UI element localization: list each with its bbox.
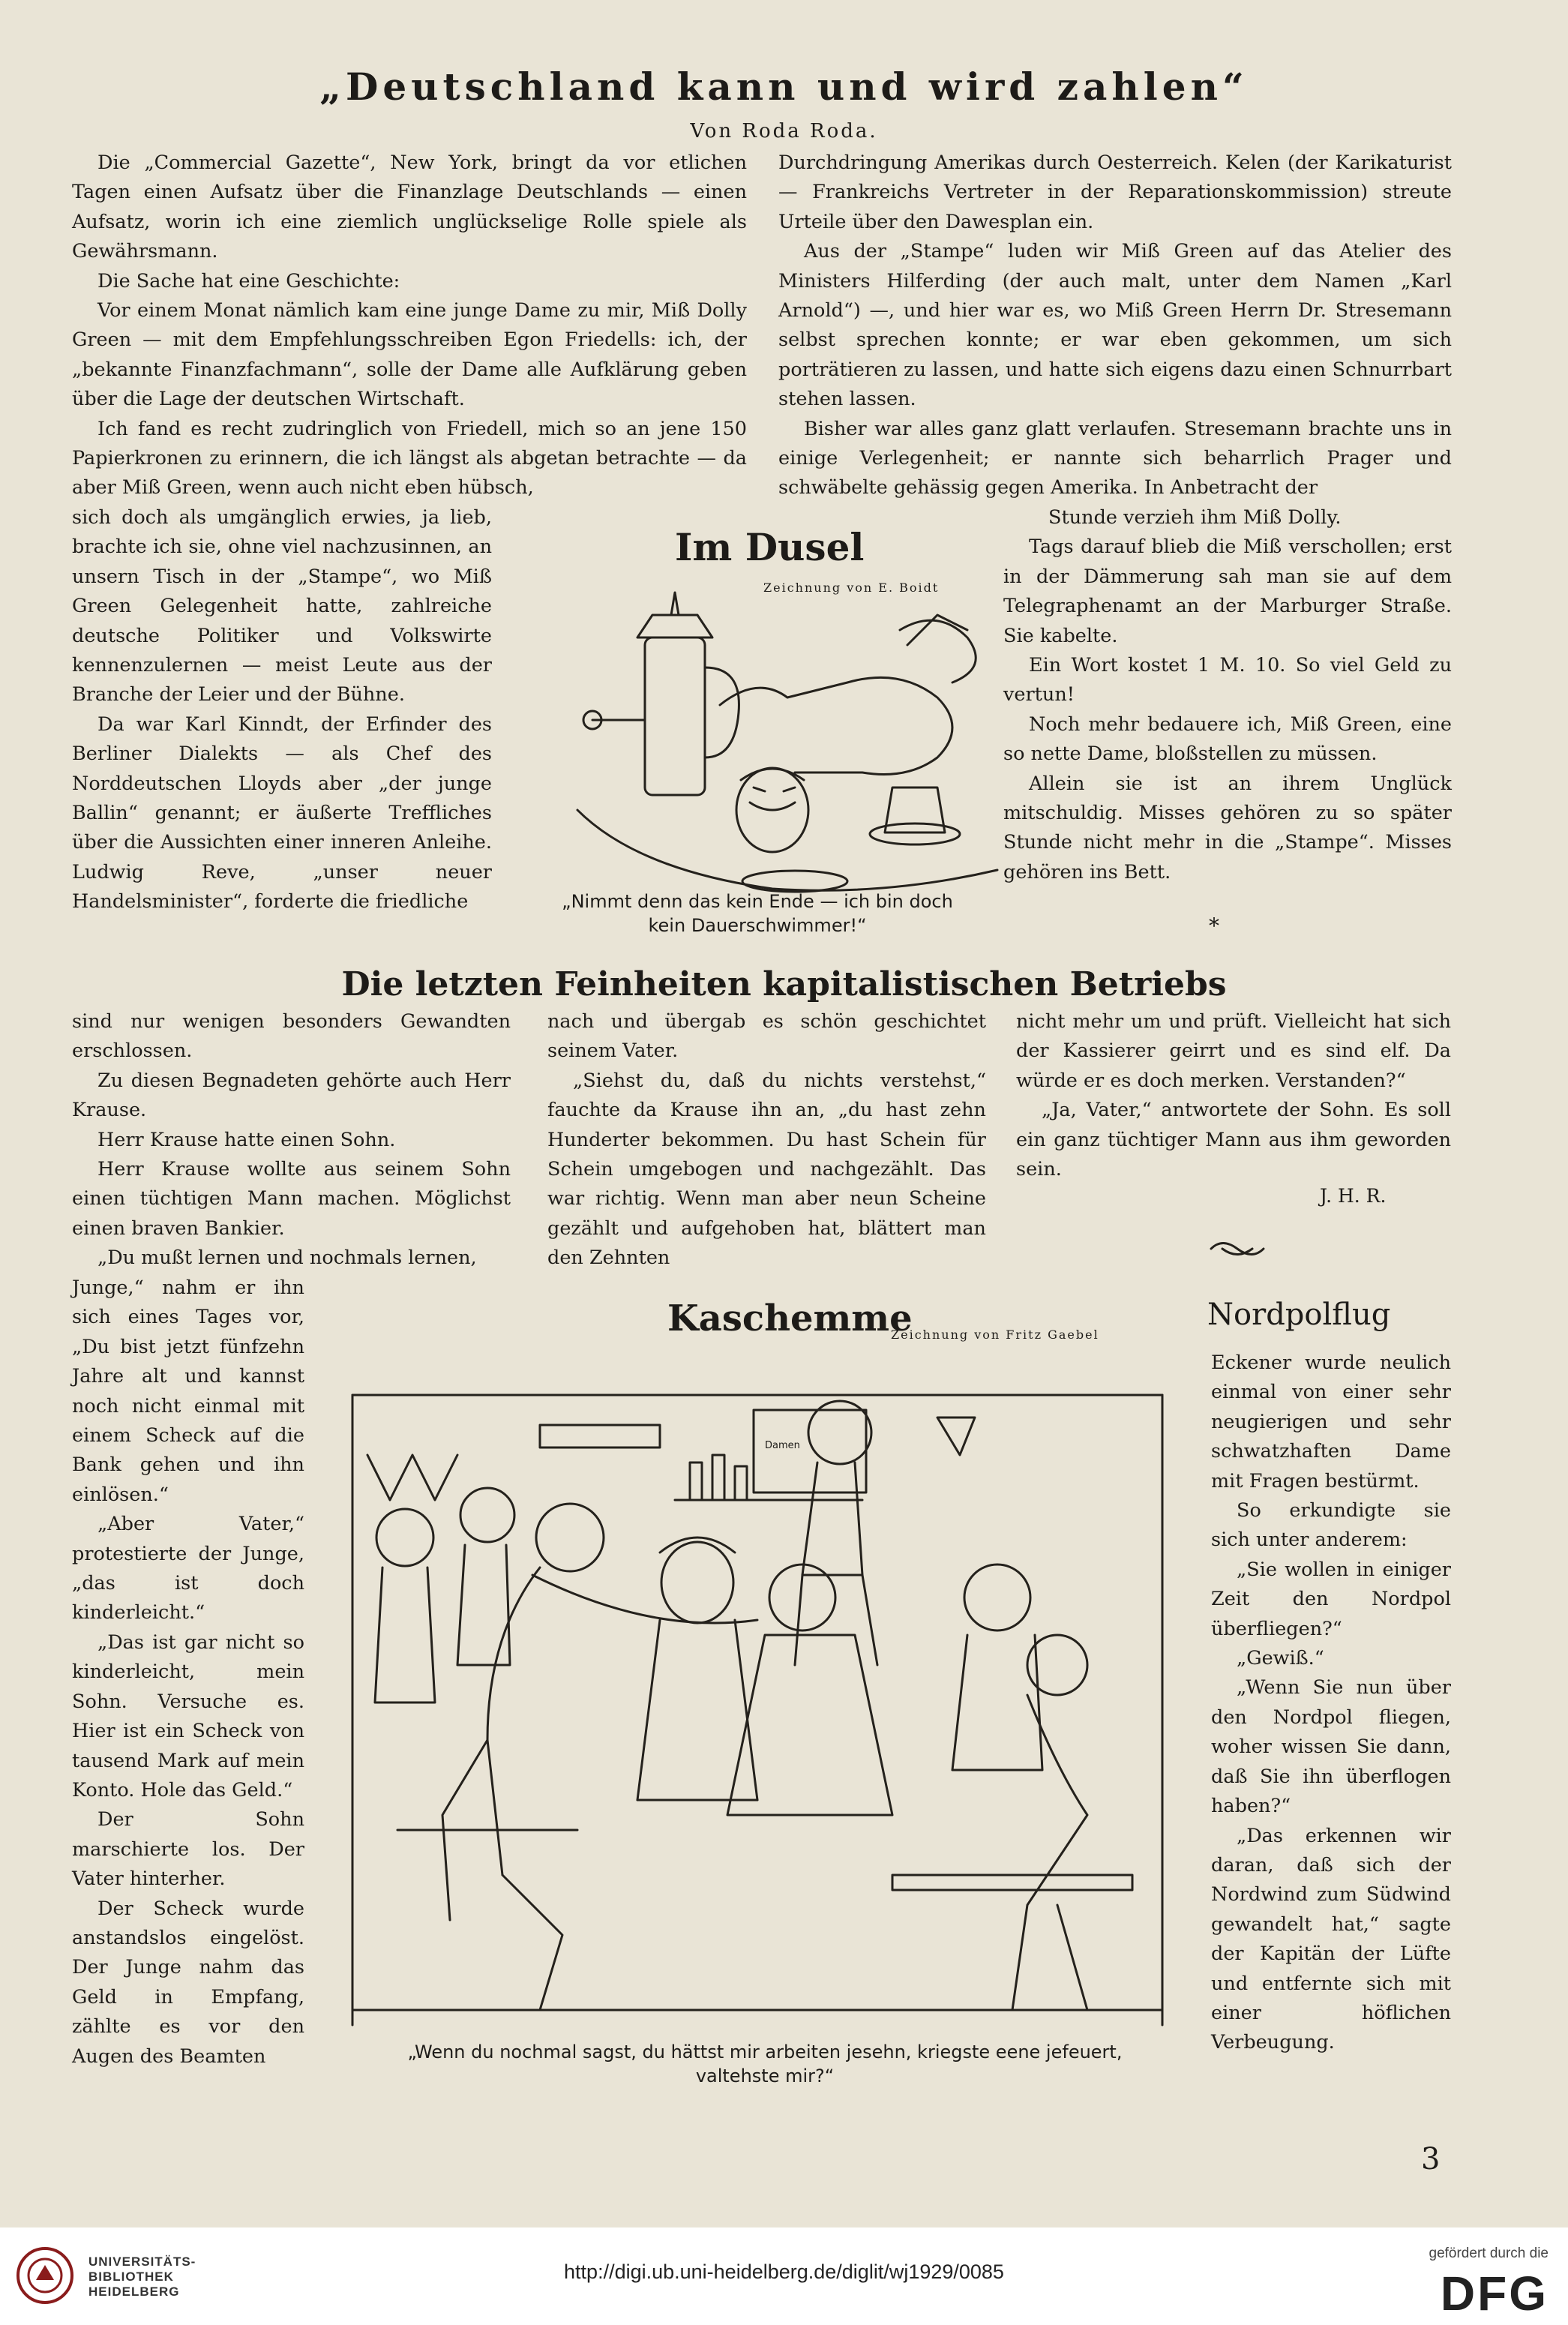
paragraph: Bisher war alles ganz glatt verlaufen. Stresemann brachte uns in einige Verlegenheit; er nannte sich beharrlich Prager und schwäbelte gehässig gegen Amerika. In Anbetracht der: [778, 417, 1452, 500]
article1-right-bottom: [1003, 503, 1452, 887]
ornament-divider: [1207, 1238, 1267, 1260]
paragraph: „Wenn Sie nun über den Nordpol fliegen, woher wissen Sie dann, daß Sie ihn überflogen haben?“: [1211, 1676, 1451, 1818]
article2-col1-narrow: [72, 1274, 304, 2072]
paragraph: So erkundigte sie sich unter anderem:: [1211, 1499, 1451, 1552]
figure-credit: Zeichnung von E. Boidt: [763, 580, 940, 595]
caption-line: „Nimmt denn das kein Ende — ich bin doch: [562, 891, 953, 912]
paragraph: „Sie wollen in einiger Zeit den Nordpol überfliegen?“: [1211, 1558, 1451, 1640]
end-mark: *: [1209, 914, 1219, 938]
article1-left-bottom: [72, 503, 492, 917]
article-byline: Von Roda Roda.: [690, 120, 878, 142]
paragraph: „Du mußt lernen und nochmals lernen,: [97, 1246, 477, 1270]
article2-col3: [1016, 1007, 1451, 1184]
figure-credit: Zeichnung von Fritz Gaebel: [891, 1328, 1099, 1342]
signature: J. H. R.: [1320, 1185, 1387, 1207]
paragraph: „Ja, Vater,“ antwortete der Sohn. Es soll ein ganz tüchtiger Mann aus ihm geworden sein.: [1016, 1099, 1451, 1181]
permalink-url[interactable]: http://digi.ub.uni-heidelberg.de/diglit/wj1929/0085: [564, 2260, 1004, 2283]
paragraph: „Aber Vater,“ protestierte der Junge, „das ist doch kinderleicht.“: [72, 1513, 304, 1624]
paragraph: Vor einem Monat nämlich kam eine junge Dame zu mir, Miß Dolly Green — mit dem Empfehlungsschreiben Egon Friedells: ich, der „bekannte Finanzfachmann“, solle der Dame alle Aufklärung geben über die Lage der deutschen Wirtschaft.: [72, 299, 747, 411]
paragraph: Eckener wurde neulich einmal von einer sehr neugierigen und sehr schwatzhaften Dame mit Fragen bestürmt.: [1211, 1352, 1451, 1492]
paragraph: Herr Krause wollte aus seinem Sohn einen tüchtigen Mann machen. Möglichst einen braven Bankier.: [72, 1158, 511, 1240]
article1-left-top: [72, 148, 747, 503]
paragraph: Der Scheck wurde anstandslos eingelöst. Der Junge nahm das Geld in Empfang, zählte es vor den Augen des Beamten: [72, 1897, 304, 2068]
article1-right-top: [778, 148, 1452, 503]
digitization-footer: [0, 2228, 1568, 2325]
paragraph: nach und übergab es schön geschichtet seinem Vater.: [547, 1010, 986, 1063]
article2-col1-top: [72, 1007, 511, 1274]
tavern-sign: Damen: [765, 1440, 800, 1451]
paragraph: Junge,“ nahm er ihn sich eines Tages vor, „Du bist jetzt fünfzehn Jahre alt und kannst noch nicht einmal mit einem Scheck auf die Bank gehen und ihn einlösen.“: [72, 1276, 304, 1506]
article3-body: [1211, 1348, 1451, 2058]
paragraph: Da war Karl Kinndt, der Erfinder des Berliner Dialekts — als Chef des Norddeutschen Lloyds aber „der junge Ballin“ genannt; er äußerte Treffliches über die Aussichten einer inneren Anleihe. Ludwig Reve, „unser neuer Handelsminister“, forderte die friedliche: [72, 712, 492, 914]
paragraph: Zu diesen Begnadeten gehörte auch Herr Krause.: [72, 1069, 511, 1122]
figure-title: Im Dusel: [675, 525, 865, 569]
institution-line: UNIVERSITÄTS-: [88, 2254, 196, 2269]
paragraph: Aus der „Stampe“ luden wir Miß Green auf das Atelier des Ministers Hilferding (der auch malt, unter dem Namen „Karl Arnold“) —, und hier war es, wo Miß Green Herrn Dr. Stresemann selbst sprechen konnte; er war eben gekommen, um sich porträtieren zu lassen, und hatte sich eigens dazu einen Schnurrbart stehen lassen.: [778, 240, 1452, 411]
paragraph: Ich fand es recht zudringlich von Friedell, mich so an jene 150 Papierkronen zu erinnern, die ich längst als abgetan betrachte — da aber Miß Green, wenn auch nicht eben hübsch,: [72, 417, 747, 500]
paragraph: Herr Krause hatte einen Sohn.: [97, 1128, 396, 1151]
paragraph: nicht mehr um und prüft. Vielleicht hat sich der Kassierer geirrt und es sind elf. Da würde er es doch merken. Verstanden?“: [1016, 1010, 1451, 1092]
paragraph: „Gewiß.“: [1237, 1647, 1324, 1670]
article-title: „Deutschland kann und wird zahlen“: [319, 64, 1249, 109]
dfg-logo: DFG: [1440, 2266, 1549, 2320]
paragraph: „Siehst du, daß du nichts verstehst,“ fauchte da Krause ihn an, „du hast zehn Hunderter bekommen. Du hast Schein für Schein umgebogen und nachgezählt. Das war richtig. Wenn man aber neun Scheine gezählt und aufgehoben hat, blättert man den Zehnten: [547, 1069, 986, 1270]
paragraph: Durchdringung Amerikas durch Oesterreich. Kelen (der Karikaturist — Frankreichs Vertreter in der Reparationskommission) streute Urteile über den Dawesplan ein.: [778, 152, 1452, 233]
paragraph: „Das erkennen wir daran, daß sich der Nordwind zum Südwind gewandelt hat,“ sagte der Kapitän der Lüfte und entfernte sich mit einer höflichen Verbeugung.: [1211, 1824, 1451, 2054]
article-title: Nordpolflug: [1207, 1298, 1391, 1332]
paragraph: Ein Wort kostet 1 M. 10. So viel Geld zu vertun!: [1003, 654, 1452, 706]
page-number: 3: [1421, 2142, 1441, 2176]
article-title: Die letzten Feinheiten kapitalistischen Betriebs: [341, 965, 1227, 1004]
paragraph: Der Sohn marschierte los. Der Vater hinterher.: [72, 1808, 304, 1891]
institution-line: BIBLIOTHEK: [88, 2270, 174, 2284]
paragraph: Noch mehr bedauere ich, Miß Green, eine so nette Dame, bloßstellen zu müssen.: [1003, 712, 1452, 766]
figure-caption: [517, 890, 997, 938]
caption-line: valtehste mir?“: [695, 2066, 835, 2086]
figure-caption: [315, 2040, 1215, 2088]
figure-title: Kaschemme: [667, 1298, 913, 1340]
funding-label: gefördert durch die: [1429, 2246, 1549, 2261]
paragraph: Tags darauf blieb die Miß verschollen; erst in der Dämmerung sah man sie auf dem Telegraphenamt an der Marburger Straße. Sie kabelte.: [1003, 536, 1452, 647]
caption-line: „Wenn du nochmal sagst, du hättst mir arbeiten jesehn, kriegste eene jefeuert,: [407, 2042, 1123, 2062]
institution-line: HEIDELBERG: [88, 2284, 180, 2299]
article2-col2: [547, 1007, 986, 1274]
paragraph: „Das ist gar nicht so kinderleicht, mein Sohn. Versuche es. Hier ist ein Scheck von tausend Mark auf mein Konto. Hole das Geld.“: [72, 1630, 304, 1802]
paragraph: Die „Commercial Gazette“, New York, bringt da vor etlichen Tagen einen Aufsatz über die Finanzlage Deutschlands — einen Aufsatz, worin ich eine ziemlich unglückselige Rolle spiele als Gewährsmann.: [72, 152, 747, 263]
caption-line: kein Dauerschwimmer!“: [648, 915, 867, 936]
tavern-scene-illustration: [337, 1350, 1185, 2040]
paragraph: Die Sache hat eine Geschichte:: [97, 269, 400, 292]
paragraph: Allein sie ist an ihrem Unglück mitschuldig. Misses gehören zu so später Stunde nicht mehr in die „Stampe“. Misses gehören ins Bett.: [1003, 772, 1452, 884]
paragraph: Stunde verzieh ihm Miß Dolly.: [1048, 506, 1342, 529]
paragraph: sich doch als umgänglich erwies, ja lieb, brachte ich sie, ohne viel nachzusinnen, an unsern Tisch in der „Stampe“, wo Miß Green Gelegenheit hatte, zahlreiche deutsche Politiker und Volkswirte kennenzulernen — meist Leute aus der Branche der Leier und der Bühne.: [72, 506, 492, 706]
drunk-man-illustration: [547, 585, 1012, 900]
paragraph: sind nur wenigen besonders Gewandten erschlossen.: [72, 1010, 511, 1063]
